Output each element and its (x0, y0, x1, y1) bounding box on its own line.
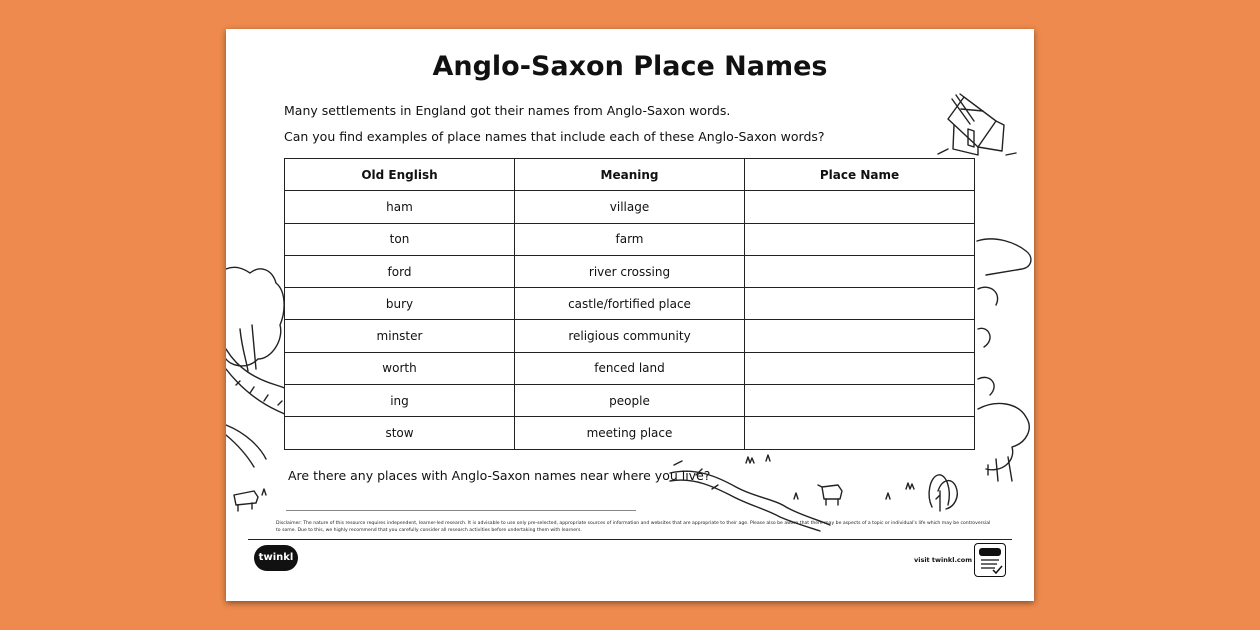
question-text: Are there any places with Anglo-Saxon names near where you live? (288, 468, 711, 483)
old-english-cell: ford (285, 255, 515, 287)
bush-icon (929, 475, 957, 511)
column-header-place-name: Place Name (745, 159, 975, 191)
visit-link[interactable]: visit twinkl.com (914, 556, 973, 564)
place-name-cell[interactable] (745, 223, 975, 255)
cow-icon (234, 485, 842, 511)
hut-icon (938, 94, 1016, 155)
place-name-cell[interactable] (745, 288, 975, 320)
old-english-cell: stow (285, 417, 515, 449)
place-name-cell[interactable] (745, 417, 975, 449)
meaning-cell: people (515, 385, 745, 417)
place-names-table (284, 158, 975, 450)
place-name-cell[interactable] (745, 255, 975, 287)
place-name-cell[interactable] (745, 352, 975, 384)
table-row (285, 417, 975, 449)
old-english-cell: minster (285, 320, 515, 352)
old-english-cell: ing (285, 385, 515, 417)
old-english-cell: worth (285, 352, 515, 384)
meaning-cell: farm (515, 223, 745, 255)
table-row (285, 191, 975, 223)
disclaimer-text: Disclaimer: The nature of this resource requires independent, learner-led research. It is advisable to use only pre-selected, appropriate sources of information and websites that are appropriate to their age. Please also be aware that there may be aspects of a topic or individual's life which may be controversial to some. Due to this, we highly recommend that you carefully consider all research activities before undertaking them with learners. (276, 521, 991, 533)
column-header-meaning: Meaning (515, 159, 745, 191)
old-english-cell: ham (285, 191, 515, 223)
meaning-cell: village (515, 191, 745, 223)
meaning-cell: meeting place (515, 417, 745, 449)
place-name-cell[interactable] (745, 191, 975, 223)
table-row (285, 320, 975, 352)
meaning-cell: fenced land (515, 352, 745, 384)
table-row (285, 352, 975, 384)
answer-line[interactable] (286, 510, 636, 511)
tree-right-icon (977, 239, 1031, 481)
twinkl-logo[interactable]: twinkl (254, 545, 298, 571)
old-english-cell: bury (285, 288, 515, 320)
table-row (285, 288, 975, 320)
intro-text-1: Many settlements in England got their names from Anglo-Saxon words. (284, 103, 731, 118)
intro-text-2: Can you find examples of place names that include each of these Anglo-Saxon words? (284, 129, 825, 144)
quality-standard-badge-icon (974, 543, 1006, 577)
place-name-cell[interactable] (745, 320, 975, 352)
table-header-row (285, 159, 975, 191)
table-row (285, 255, 975, 287)
place-name-cell[interactable] (745, 385, 975, 417)
meaning-cell: castle/fortified place (515, 288, 745, 320)
table-row (285, 223, 975, 255)
meaning-cell: religious community (515, 320, 745, 352)
footer-divider (248, 539, 1012, 540)
table-row (285, 385, 975, 417)
old-english-cell: ton (285, 223, 515, 255)
worksheet (226, 29, 1034, 601)
page-title: Anglo-Saxon Place Names (432, 51, 828, 82)
meaning-cell: river crossing (515, 255, 745, 287)
column-header-old-english: Old English (285, 159, 515, 191)
